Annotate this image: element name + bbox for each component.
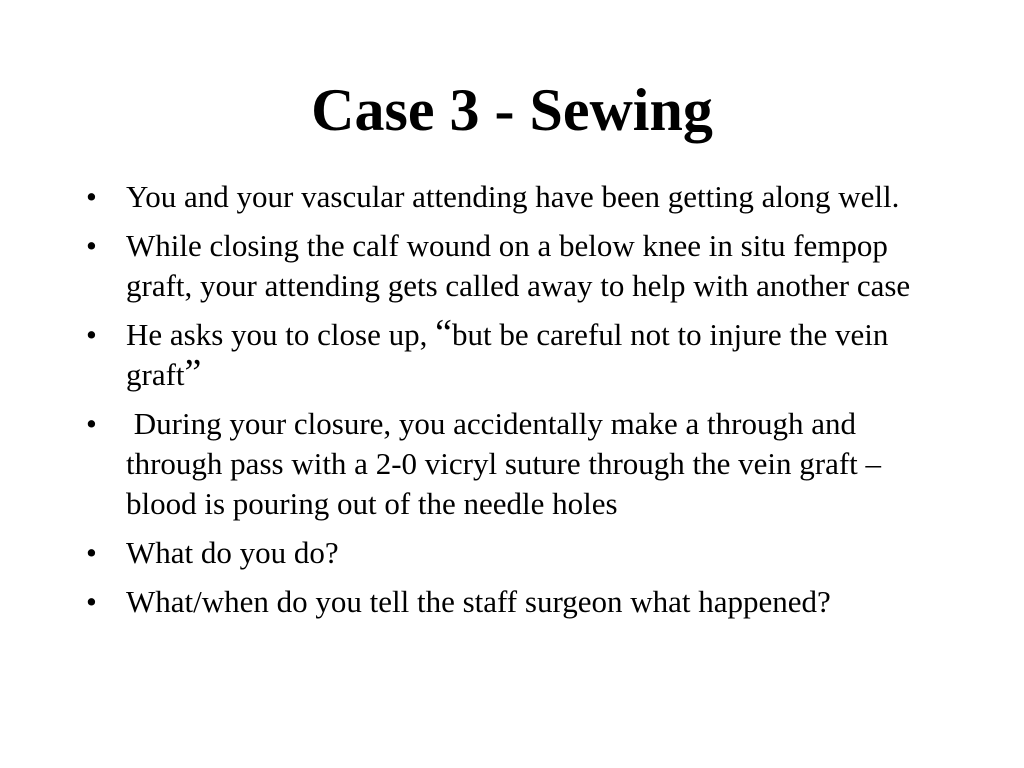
bullet-text: During your closure, you accidentally make a through and through pass with a 2-0 vicryl suture through the vein graft – blood is pouring out of the needle holes: [126, 406, 889, 521]
bullet-item-suture-accident: [82, 404, 952, 524]
bullet-text: What/when do you tell the staff surgeon what happened?: [126, 584, 831, 619]
bullet-item-attending-called-away: [82, 226, 952, 306]
bullet-text: You and your vascular attending have been getting along well.: [126, 179, 900, 214]
bullet-text-lead: He asks you to close up,: [126, 317, 436, 352]
bullet-item-attending-relationship: [82, 177, 952, 217]
bullet-list: [82, 177, 952, 631]
bullet-item-close-up-instruction: [82, 312, 952, 395]
quoted-instruction: but be careful not to injure the vein graft: [126, 317, 889, 392]
bullet-marker: •: [86, 317, 97, 352]
bullet-item-tell-staff-surgeon: [82, 582, 952, 622]
close-quote-mark: ”: [184, 352, 202, 394]
bullet-marker: •: [86, 535, 97, 570]
slide-title: Case 3 - Sewing: [311, 77, 713, 143]
open-quote-mark: “: [435, 312, 452, 354]
bullet-marker: •: [86, 584, 97, 619]
bullet-text: What do you do?: [126, 535, 339, 570]
bullet-item-what-do-you-do: [82, 533, 952, 573]
bullet-marker: •: [86, 228, 97, 263]
bullet-text: While closing the calf wound on a below knee in situ fempop graft, your attending gets called away to help with another case: [126, 228, 911, 303]
bullet-marker: •: [86, 179, 97, 214]
bullet-marker: •: [86, 406, 97, 441]
